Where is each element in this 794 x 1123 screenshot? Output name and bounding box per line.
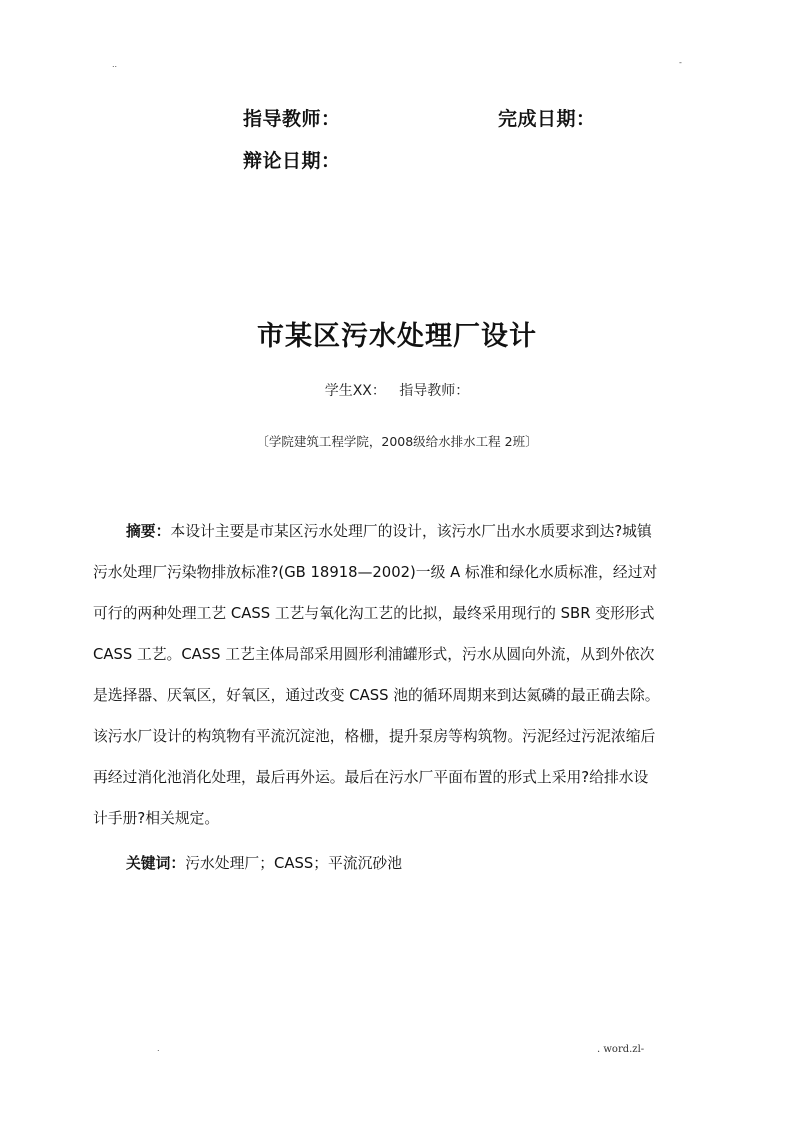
document-title: 市某区污水处理厂设计 [257,321,537,352]
abstract-line-3: 可行的两种处理工艺 CASS 工艺与氧化沟工艺的比拟，最终采用现行的 SBR 变形形式 [93,605,655,622]
authors-line: 学生XX： 指导教师： [324,383,470,399]
defense-date-label: 辩论日期： [243,150,341,172]
footer-left-mark: . [157,1044,160,1053]
header-right-mark: - [679,58,682,67]
abstract-text: 本设计主要是市某区污水处理厂的设计，该污水厂出水水质要求到达?城镇 [170,523,652,540]
completion-date-label: 完成日期： [498,108,596,130]
keywords-text: 污水处理厂；CASS；平流沉砂池 [185,855,403,872]
header-left-mark: .. [112,60,118,69]
abstract-line-5: 是选择器、厌氧区，好氧区，通过改变 CASS 池的循环周期来到达氮磷的最正确去除。 [93,687,660,704]
abstract-line-6: 该污水厂设计的构筑物有平流沉淀池，格栅，提升泵房等构筑物。污泥经过污泥浓缩后 [93,728,656,745]
abstract-line-7: 再经过消化池消化处理，最后再外运。最后在污水厂平面布置的形式上采用?给排水设 [93,769,649,786]
footer-watermark: . word.zl- [597,1044,645,1055]
abstract-line-1 [93,520,736,541]
abstract-label: 摘要： [126,523,171,540]
advisor-label: 指导教师： [243,108,341,130]
abstract-line-8: 计手册?相关规定。 [93,810,220,827]
affiliation-line: 〔学院建筑工程学院，2008级给水排水工程 2班〕 [256,434,538,449]
abstract-line-4: CASS 工艺。CASS 工艺主体局部采用圆形利浦罐形式，污水从圆向外流，从到外依次 [93,646,655,663]
keywords-label: 关键词： [126,855,186,872]
abstract-line-2: 污水处理厂污染物排放标准?(GB 18918—2002)一级 A 标准和绿化水质标准，经过对 [93,564,658,581]
keywords-line [93,852,736,873]
